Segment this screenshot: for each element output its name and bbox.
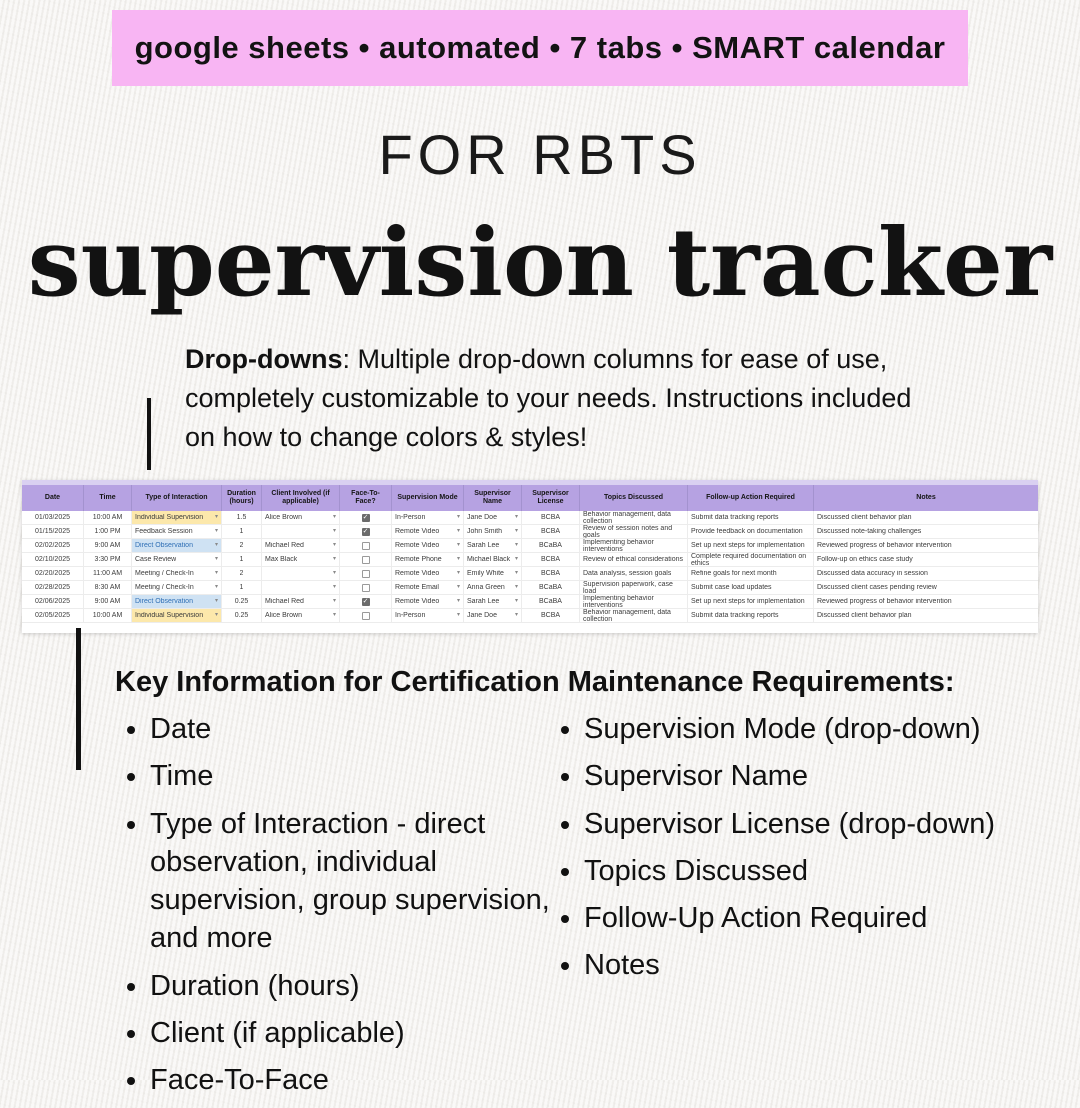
cell-license[interactable] <box>522 609 580 622</box>
cell-topics[interactable] <box>580 511 688 524</box>
column-header[interactable]: Supervisor License <box>522 485 580 511</box>
cell-topics[interactable] <box>580 595 688 608</box>
cell-duration[interactable] <box>222 595 262 608</box>
cell-followup[interactable] <box>688 609 814 622</box>
cell-date[interactable] <box>22 525 84 538</box>
dropdown-arrow-icon[interactable]: ▾ <box>214 528 218 534</box>
cell-value: In-Person <box>395 514 426 521</box>
cell-client[interactable] <box>262 511 340 524</box>
cell-value: Michael Red <box>265 598 304 605</box>
dropdown-arrow-icon[interactable]: ▾ <box>514 514 518 520</box>
cell-value: Sarah Lee <box>467 542 500 549</box>
cell-mode[interactable] <box>392 595 464 608</box>
banner-text: google sheets • automated • 7 tabs • SMART calendar <box>134 30 946 65</box>
cell-value: Jane Doe <box>467 612 497 619</box>
key-info-item: • Follow-Up Action Required <box>584 899 1004 937</box>
feature-description-text: : Multiple drop-down columns for ease of use, completely customizable to your needs. Instructions included on how to change colors & styles! <box>185 344 912 453</box>
cell-value: BCBA <box>540 612 561 619</box>
sheet-row <box>22 511 1038 525</box>
cell-value: Max Black <box>265 556 298 563</box>
column-header[interactable]: Date <box>22 485 84 511</box>
cell-value: Discussed client behavior plan <box>817 514 912 521</box>
cell-license[interactable] <box>522 511 580 524</box>
column-header[interactable]: Notes <box>916 494 936 501</box>
column-header[interactable]: Topics Discussed <box>580 485 688 511</box>
cell-followup[interactable] <box>688 595 814 608</box>
cell-value: Provide feedback on documentation <box>691 528 803 535</box>
cell-duration[interactable] <box>222 539 262 552</box>
cell-mode[interactable] <box>392 609 464 622</box>
cell-value: 11:00 AM <box>92 570 123 577</box>
cell-date[interactable] <box>22 567 84 580</box>
cell-time[interactable] <box>84 609 132 622</box>
cell-value: BCaBA <box>539 542 562 549</box>
cell-value: Discussed note-taking challenges <box>817 528 922 535</box>
sheet-row <box>22 539 1038 553</box>
cell-mode[interactable] <box>392 525 464 538</box>
face-to-face-checkbox[interactable] <box>362 542 370 550</box>
face-to-face-checkbox[interactable] <box>362 612 370 620</box>
cell-face[interactable] <box>340 609 392 622</box>
cell-value: Submit case load updates <box>691 584 772 591</box>
column-header[interactable]: Type of Interaction <box>132 485 222 511</box>
cell-value: Jane Doe <box>467 514 497 521</box>
key-info-list-left <box>118 710 566 1108</box>
cell-value: Discussed data accuracy in session <box>817 570 928 577</box>
dropdown-arrow-icon[interactable]: ▾ <box>456 542 460 548</box>
key-info-item: • Notes <box>584 946 1004 984</box>
cell-value: BCBA <box>540 570 561 577</box>
cell-license[interactable] <box>522 539 580 552</box>
cell-notes[interactable] <box>814 525 1038 538</box>
key-info-item: • Supervisor License (drop-down) <box>584 805 1004 843</box>
cell-date[interactable] <box>22 609 84 622</box>
cell-value: Feedback Session <box>135 528 193 535</box>
cell-notes[interactable] <box>814 511 1038 524</box>
cell-value: 9:00 AM <box>94 598 121 605</box>
dropdown-arrow-icon[interactable]: ▾ <box>514 612 518 618</box>
key-info-item: • Topics Discussed <box>584 852 1004 890</box>
cell-value: BCBA <box>540 528 561 535</box>
cell-value: BCaBA <box>539 584 562 591</box>
cell-supervisor[interactable] <box>464 581 522 594</box>
cell-duration[interactable] <box>222 567 262 580</box>
top-banner <box>112 10 968 86</box>
kicker-text: FOR RBTS <box>378 123 702 186</box>
cell-face[interactable] <box>340 595 392 608</box>
cell-client[interactable] <box>262 567 340 580</box>
dropdown-arrow-icon[interactable]: ▾ <box>514 556 518 562</box>
cell-date[interactable] <box>22 595 84 608</box>
key-info-heading: Key Information for Certification Maintenance Requirements: <box>115 666 955 698</box>
sheet-row <box>22 581 1038 595</box>
cell-followup[interactable] <box>688 525 814 538</box>
cell-value: BCaBA <box>539 598 562 605</box>
dropdown-arrow-icon[interactable]: ▾ <box>514 598 518 604</box>
dropdown-arrow-icon[interactable]: ▾ <box>332 542 336 548</box>
cell-topics[interactable] <box>580 553 688 566</box>
face-to-face-checkbox[interactable] <box>362 584 370 592</box>
cell-value: Remote Video <box>395 570 440 577</box>
cell-client[interactable] <box>262 581 340 594</box>
cell-time[interactable] <box>84 567 132 580</box>
cell-license[interactable] <box>522 567 580 580</box>
cell-value: Discussed client cases pending review <box>817 584 937 591</box>
face-to-face-checkbox[interactable] <box>362 570 370 578</box>
cell-supervisor[interactable] <box>464 567 522 580</box>
cell-client[interactable] <box>262 609 340 622</box>
dropdown-arrow-icon[interactable]: ▾ <box>456 514 460 520</box>
cell-value: Implementing behavior interventions <box>583 539 654 552</box>
cell-followup[interactable] <box>688 581 814 594</box>
cell-value: Implementing behavior interventions <box>583 595 654 608</box>
cell-value: Reviewed progress of behavior intervention <box>817 598 952 605</box>
column-header[interactable]: Duration (hours) <box>222 485 262 511</box>
cell-value: Review of session notes and goals <box>583 525 673 538</box>
cell-face[interactable] <box>340 525 392 538</box>
cell-time[interactable] <box>84 525 132 538</box>
cell-client[interactable] <box>262 539 340 552</box>
cell-license[interactable] <box>522 581 580 594</box>
sheet-row <box>22 595 1038 609</box>
cell-face[interactable] <box>340 539 392 552</box>
dropdown-arrow-icon[interactable]: ▾ <box>456 556 460 562</box>
cell-duration[interactable] <box>222 511 262 524</box>
cell-value: 01/15/2025 <box>34 528 71 535</box>
cell-time[interactable] <box>84 595 132 608</box>
key-info-item: • Client (if applicable) <box>150 1014 566 1052</box>
spreadsheet-screenshot <box>22 480 1038 633</box>
cell-type[interactable] <box>132 511 222 524</box>
cell-value: Sarah Lee <box>467 598 500 605</box>
cell-notes[interactable] <box>814 539 1038 552</box>
cell-followup[interactable] <box>688 567 814 580</box>
cell-value: Refine goals for next month <box>691 570 777 577</box>
column-header[interactable]: Supervisor Name <box>464 485 522 511</box>
cell-value: Remote Video <box>395 542 440 549</box>
dropdown-arrow-icon[interactable]: ▾ <box>214 612 218 618</box>
cell-value: 10:00 AM <box>92 612 123 619</box>
cell-value: 02/05/2025 <box>34 612 71 619</box>
cell-time[interactable] <box>84 539 132 552</box>
cell-value: Remote Phone <box>395 556 442 563</box>
cell-notes[interactable] <box>814 609 1038 622</box>
cell-value: 8:30 AM <box>94 584 121 591</box>
dropdown-arrow-icon[interactable]: ▾ <box>214 556 218 562</box>
dropdown-arrow-icon[interactable]: ▾ <box>456 528 460 534</box>
cell-value: 01/03/2025 <box>34 514 71 521</box>
dropdown-arrow-icon[interactable]: ▾ <box>456 584 460 590</box>
cell-value: 02/02/2025 <box>34 542 71 549</box>
cell-client[interactable] <box>262 525 340 538</box>
cell-face[interactable] <box>340 511 392 524</box>
cell-followup[interactable] <box>688 511 814 524</box>
cell-topics[interactable] <box>580 539 688 552</box>
key-info-list-right <box>552 710 1004 994</box>
cell-time[interactable] <box>84 511 132 524</box>
cell-value: Discussed client behavior plan <box>817 612 912 619</box>
page-title: supervision tracker <box>27 208 1053 318</box>
key-info-item: • Face-To-Face <box>150 1061 566 1099</box>
cell-value: Meeting / Check-In <box>135 584 194 591</box>
feature-description-label: Drop-downs <box>185 344 343 374</box>
cell-value: BCBA <box>540 556 561 563</box>
cell-notes[interactable] <box>814 567 1038 580</box>
cell-value: Review of ethical considerations <box>583 556 683 563</box>
cell-value: 1.5 <box>236 514 247 521</box>
cell-value: 3:30 PM <box>94 556 121 563</box>
key-info-item: • Supervision Mode (drop-down) <box>584 710 1004 748</box>
cell-value: Reviewed progress of behavior intervention <box>817 542 952 549</box>
cell-value: Alice Brown <box>265 514 302 521</box>
cell-value: 2 <box>239 542 244 549</box>
dropdown-arrow-icon[interactable]: ▾ <box>456 612 460 618</box>
cell-value: 02/20/2025 <box>34 570 71 577</box>
dropdown-arrow-icon[interactable]: ▾ <box>514 542 518 548</box>
cell-value: Behavior management, data collection <box>583 511 671 524</box>
cell-date[interactable] <box>22 539 84 552</box>
cell-topics[interactable] <box>580 525 688 538</box>
face-to-face-checkbox[interactable]: ✓ <box>362 514 369 521</box>
cell-time[interactable] <box>84 553 132 566</box>
dropdown-arrow-icon[interactable]: ▾ <box>332 556 336 562</box>
sheet-row <box>22 609 1038 623</box>
feature-description <box>185 340 925 457</box>
cell-value: 9:00 AM <box>94 542 121 549</box>
cell-face[interactable] <box>340 567 392 580</box>
cell-mode[interactable] <box>392 511 464 524</box>
cell-value: In-Person <box>395 612 426 619</box>
cell-duration[interactable] <box>222 581 262 594</box>
cell-value: 02/28/2025 <box>34 584 71 591</box>
cell-supervisor[interactable] <box>464 511 522 524</box>
cell-supervisor[interactable] <box>464 525 522 538</box>
key-info-item: • Type of Interaction - direct observation, individual supervision, group supervision, and more <box>150 805 566 958</box>
cell-value: Submit data tracking reports <box>691 612 779 619</box>
cell-value: Direct Observation <box>135 542 193 549</box>
key-info-item: • Duration (hours) <box>150 967 566 1005</box>
cell-value: 02/06/2025 <box>34 598 71 605</box>
cell-supervisor[interactable] <box>464 553 522 566</box>
cell-mode[interactable] <box>392 567 464 580</box>
cell-value: Michael Red <box>265 542 304 549</box>
dropdown-arrow-icon[interactable]: ▾ <box>214 584 218 590</box>
cell-value: Supervision paperwork, case load <box>583 581 673 594</box>
cell-value: Alice Brown <box>265 612 302 619</box>
cell-value: Anna Green <box>467 584 505 591</box>
face-to-face-checkbox[interactable] <box>362 556 370 564</box>
face-to-face-checkbox[interactable]: ✓ <box>362 528 369 535</box>
cell-date[interactable] <box>22 511 84 524</box>
sheet-empty-area <box>22 623 1038 633</box>
cell-face[interactable] <box>340 553 392 566</box>
dropdown-arrow-icon[interactable]: ▾ <box>332 514 336 520</box>
cell-supervisor[interactable] <box>464 595 522 608</box>
cell-type[interactable] <box>132 595 222 608</box>
cell-supervisor[interactable] <box>464 539 522 552</box>
cell-license[interactable] <box>522 525 580 538</box>
cell-value: 1 <box>239 528 244 535</box>
cell-value: Submit data tracking reports <box>691 514 779 521</box>
cell-value: Meeting / Check-In <box>135 570 194 577</box>
cell-license[interactable] <box>522 553 580 566</box>
dropdown-arrow-icon[interactable]: ▾ <box>214 570 218 576</box>
cell-value: Set up next steps for implementation <box>691 542 805 549</box>
cell-value: Behavior management, data collection <box>583 609 671 622</box>
key-info-item: • Date <box>150 710 566 748</box>
dropdown-arrow-icon[interactable]: ▾ <box>332 528 336 534</box>
cell-value: Direct Observation <box>135 598 193 605</box>
cell-duration[interactable] <box>222 553 262 566</box>
cell-value: John Smith <box>467 528 503 535</box>
dropdown-arrow-icon[interactable]: ▾ <box>332 598 336 604</box>
cell-type[interactable] <box>132 609 222 622</box>
cell-value: 1:00 PM <box>94 528 121 535</box>
sheet-row <box>22 567 1038 581</box>
dropdown-arrow-icon[interactable]: ▾ <box>514 570 518 576</box>
cell-value: Remote Video <box>395 598 440 605</box>
column-header[interactable]: Time <box>84 485 132 511</box>
cell-type[interactable] <box>132 567 222 580</box>
cell-value: Follow-up on ethics case study <box>817 556 913 563</box>
cell-type[interactable] <box>132 525 222 538</box>
cell-value: Individual Supervision <box>135 514 204 521</box>
cell-value: 1 <box>239 584 244 591</box>
column-header[interactable]: Face-To-Face? <box>340 485 392 511</box>
cell-followup[interactable] <box>688 553 814 566</box>
dropdown-arrow-icon[interactable]: ▾ <box>214 514 218 520</box>
cell-followup[interactable] <box>688 539 814 552</box>
cell-value: Data analysis, session goals <box>583 570 672 577</box>
sheet-row <box>22 525 1038 539</box>
cell-face[interactable] <box>340 581 392 594</box>
dropdown-arrow-icon[interactable]: ▾ <box>514 528 518 534</box>
dropdown-arrow-icon[interactable]: ▾ <box>332 570 336 576</box>
cell-value: Set up next steps for implementation <box>691 598 805 605</box>
dropdown-arrow-icon[interactable]: ▾ <box>214 542 218 548</box>
cell-notes[interactable] <box>814 581 1038 594</box>
cell-mode[interactable] <box>392 539 464 552</box>
column-header[interactable]: Client Involved (if applicable) <box>262 485 340 511</box>
dropdown-arrow-icon[interactable]: ▾ <box>456 570 460 576</box>
cell-value: 1 <box>239 556 244 563</box>
cell-value: Remote Video <box>395 528 440 535</box>
cell-client[interactable] <box>262 553 340 566</box>
cell-type[interactable] <box>132 539 222 552</box>
cell-mode[interactable] <box>392 581 464 594</box>
cell-value: Complete required documentation on ethics <box>691 553 807 566</box>
dropdown-arrow-icon[interactable]: ▾ <box>214 598 218 604</box>
cell-date[interactable] <box>22 553 84 566</box>
cell-supervisor[interactable] <box>464 609 522 622</box>
cell-date[interactable] <box>22 581 84 594</box>
cell-client[interactable] <box>262 595 340 608</box>
cell-license[interactable] <box>522 595 580 608</box>
cell-type[interactable] <box>132 553 222 566</box>
cell-duration[interactable] <box>222 609 262 622</box>
cell-value: Remote Email <box>395 584 439 591</box>
cell-value: Individual Supervision <box>135 612 204 619</box>
dropdown-arrow-icon[interactable]: ▾ <box>332 584 336 590</box>
cell-value: Emily White <box>467 570 504 577</box>
cell-value: 2 <box>239 570 244 577</box>
pointer-line-top <box>147 398 151 470</box>
sheet-row <box>22 553 1038 567</box>
cell-duration[interactable] <box>222 525 262 538</box>
cell-value: 10:00 AM <box>92 514 123 521</box>
cell-value: BCBA <box>540 514 561 521</box>
cell-mode[interactable] <box>392 553 464 566</box>
column-header[interactable]: Supervision Mode <box>392 485 464 511</box>
cell-value: 0.25 <box>234 598 249 605</box>
face-to-face-checkbox[interactable]: ✓ <box>362 598 369 605</box>
cell-value: Case Review <box>135 556 177 563</box>
column-header[interactable]: Follow-up Action Required <box>688 485 814 511</box>
pointer-line-bottom <box>76 628 81 770</box>
cell-value: 0.25 <box>234 612 249 619</box>
sheet-body <box>22 511 1038 623</box>
cell-topics[interactable] <box>580 567 688 580</box>
dropdown-arrow-icon[interactable]: ▾ <box>514 584 518 590</box>
cell-value: Michael Black <box>467 556 511 563</box>
cell-notes[interactable] <box>814 595 1038 608</box>
sheet-header-row <box>22 485 1038 511</box>
dropdown-arrow-icon[interactable]: ▾ <box>332 612 336 618</box>
cell-value: 02/10/2025 <box>34 556 71 563</box>
cell-time[interactable] <box>84 581 132 594</box>
cell-notes[interactable] <box>814 553 1038 566</box>
cell-topics[interactable] <box>580 581 688 594</box>
key-info-item: • Time <box>150 757 566 795</box>
key-info-item: • Supervisor Name <box>584 757 1004 795</box>
cell-topics[interactable] <box>580 609 688 622</box>
cell-type[interactable] <box>132 581 222 594</box>
dropdown-arrow-icon[interactable]: ▾ <box>456 598 460 604</box>
